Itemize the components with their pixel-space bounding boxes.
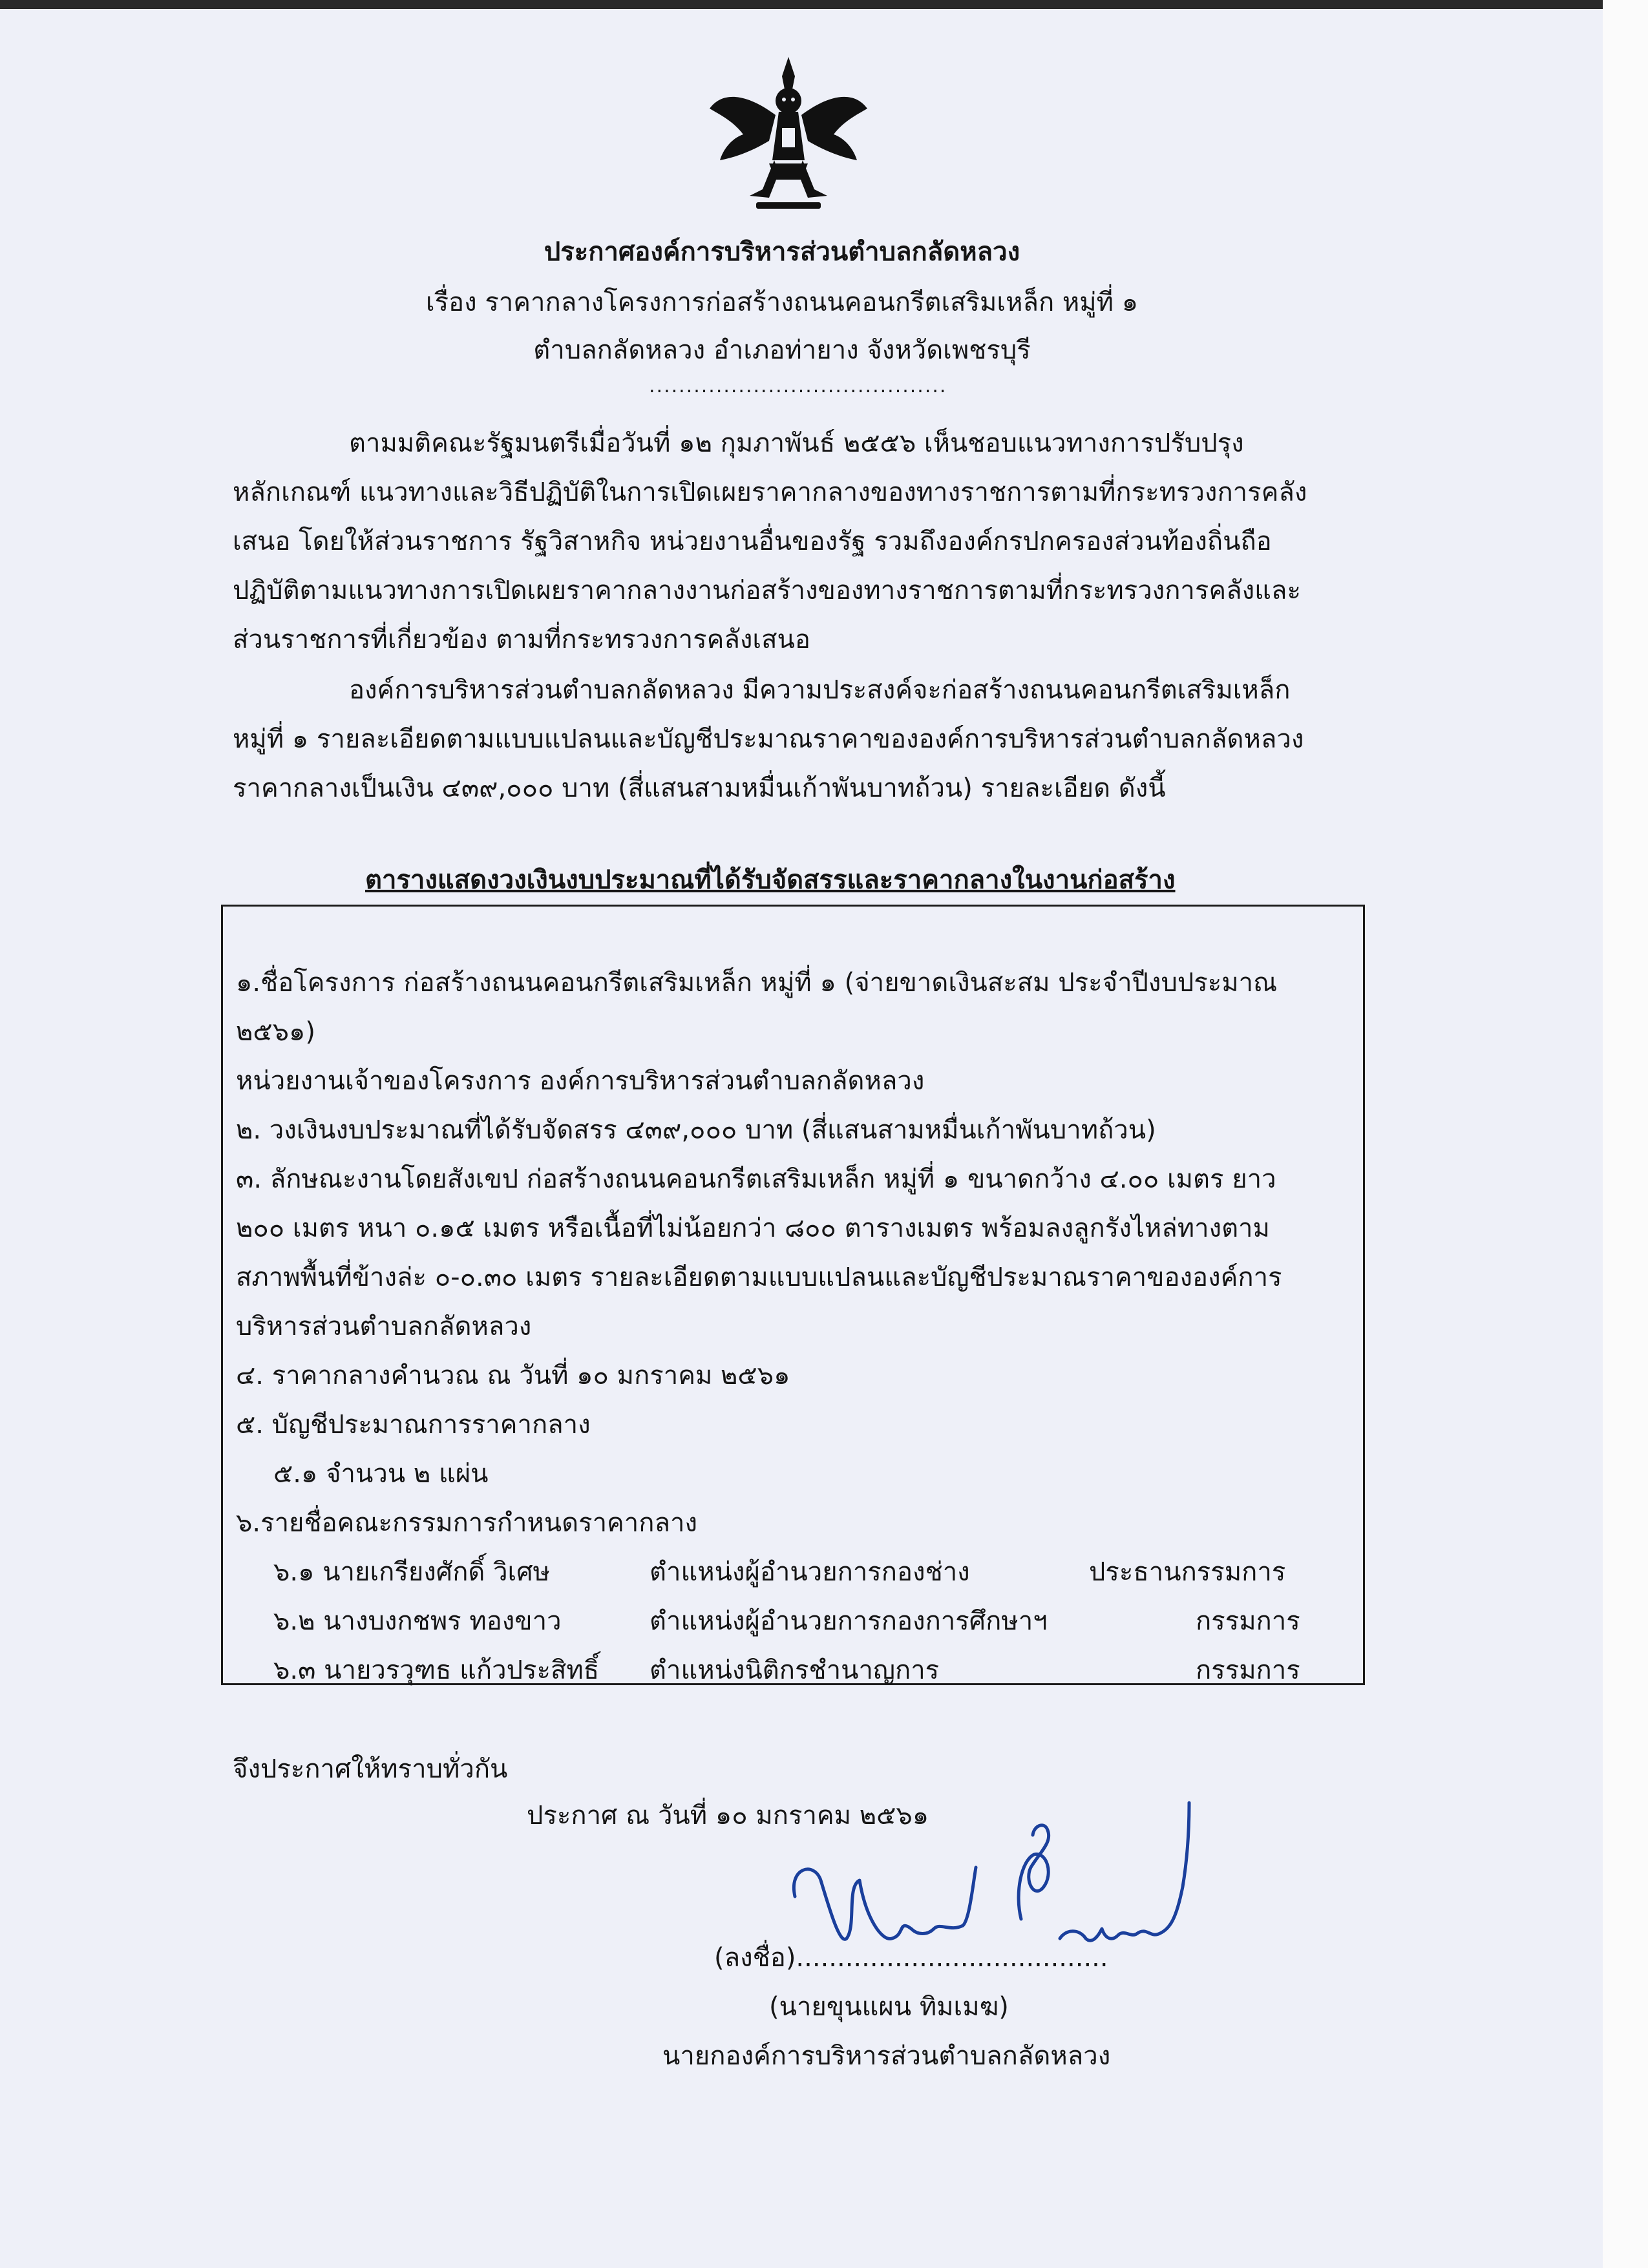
document-title: ประกาศองค์การบริหารส่วนตำบลกลัดหลวง (544, 237, 1020, 267)
committee-name: ๖.๑ นายเกรียงศักดิ์ วิเศษ (273, 1557, 550, 1587)
paragraph-1-line: ส่วนราชการที่เกี่ยวข้อง ตามที่กระทรวงการคลังเสนอ (233, 625, 810, 655)
garuda-emblem-icon (698, 50, 879, 225)
scan-edge-top (0, 0, 1648, 9)
committee-position: ตำแหน่งผู้อำนวยการกองช่าง (650, 1557, 970, 1587)
table-line: ๒๐๐ เมตร หนา ๐.๑๕ เมตร หรือเนื้อที่ไม่น้อยกว่า ๘๐๐ ตารางเมตร พร้อมลงลูกรังไหล่ทางตาม (236, 1213, 1270, 1243)
announce-text: จึงประกาศให้ทราบทั่วกัน (233, 1754, 508, 1784)
table-title: ตารางแสดงวงเงินงบประมาณที่ได้รับจัดสรรและราคากลางในงานก่อสร้าง (365, 865, 1176, 895)
paragraph-2-line: องค์การบริหารส่วนตำบลกลัดหลวง มีความประสงค์จะก่อสร้างถนนคอนกรีตเสริมเหล็ก (349, 675, 1291, 705)
committee-name: ๖.๒ นางบงกชพร ทองขาว (273, 1606, 562, 1636)
budget-table (221, 905, 1365, 1685)
signer-name: (นายขุนแผน ทิมเมฆ) (769, 1992, 1009, 2022)
committee-name: ๖.๓ นายวรวุฑธ แก้วประสิทธิ์ (273, 1655, 600, 1685)
table-line: หน่วยงานเจ้าของโครงการ องค์การบริหารส่วนตำบลกลัดหลวง (236, 1066, 925, 1096)
paragraph-1-line: ปฏิบัติตามแนวทางการเปิดเผยราคากลางงานก่อสร้างของทางราชการตามที่กระทรวงการคลังและ (233, 576, 1301, 605)
table-line: ๒๕๖๑) (236, 1017, 316, 1047)
scan-edge-right (1603, 0, 1648, 2268)
table-line: ๕.๑ จำนวน ๒ แผ่น (273, 1459, 489, 1489)
paragraph-1-line: เสนอ โดยให้ส่วนราชการ รัฐวิสาหกิจ หน่วยงานอื่นของรัฐ รวมถึงองค์กรปกครองส่วนท้องถิ่นถือ (233, 527, 1272, 556)
paragraph-1-line: หลักเกณฑ์ แนวทางและวิธีปฏิบัติในการเปิดเผยราคากลางของทางราชการตามที่กระทรวงการคลัง (233, 478, 1307, 507)
paragraph-1-line: ตามมติคณะรัฐมนตรีเมื่อวันที่ ๑๒ กุมภาพันธ์ ๒๕๕๖ เห็นชอบแนวทางการปรับปรุง (349, 428, 1244, 458)
committee-role: กรรมการ (1196, 1606, 1300, 1636)
subject-line-1: เรื่อง ราคากลางโครงการก่อสร้างถนนคอนกรีตเสริมเหล็ก หมู่ที่ ๑ (425, 288, 1139, 317)
committee-role: กรรมการ (1196, 1655, 1300, 1685)
subject-line-2: ตำบลกลัดหลวง อำเภอท่ายาง จังหวัดเพชรบุรี (533, 335, 1031, 365)
table-line: ๓. ลักษณะงานโดยสังเขป ก่อสร้างถนนคอนกรีตเสริมเหล็ก หมู่ที่ ๑ ขนาดกว้าง ๔.๐๐ เมตร ยาว (236, 1164, 1276, 1194)
table-line: ๕. บัญชีประมาณการราคากลาง (236, 1410, 591, 1440)
signature-line: (ลงชื่อ)...................................... (714, 1943, 1108, 1973)
table-line: ๒. วงเงินงบประมาณที่ได้รับจัดสรร ๔๓๙,๐๐๐ บาท (สี่แสนสามหมื่นเก้าพันบาทถ้วน) (236, 1115, 1156, 1145)
table-line: ๖.รายชื่อคณะกรรมการกำหนดราคากลาง (236, 1508, 697, 1538)
announce-date: ประกาศ ณ วันที่ ๑๐ มกราคม ๒๕๖๑ (527, 1801, 929, 1831)
paragraph-2-line: ราคากลางเป็นเงิน ๔๓๙,๐๐๐ บาท (สี่แสนสามหมื่นเก้าพันบาทถ้วน) รายละเอียด ดังนี้ (233, 773, 1166, 803)
table-line: ๑.ชื่อโครงการ ก่อสร้างถนนคอนกรีตเสริมเหล็ก หมู่ที่ ๑ (จ่ายขาดเงินสะสม ประจำปีงบประมาณ (236, 968, 1278, 998)
committee-position: ตำแหน่งนิติกรชำนาญการ (650, 1655, 940, 1685)
table-line: ๔. ราคากลางคำนวณ ณ วันที่ ๑๐ มกราคม ๒๕๖๑ (236, 1361, 790, 1391)
signer-title: นายกองค์การบริหารส่วนตำบลกลัดหลวง (662, 2041, 1111, 2071)
paragraph-2-line: หมู่ที่ ๑ รายละเอียดตามแบบแปลนและบัญชีประมาณราคาขององค์การบริหารส่วนตำบลกลัดหลวง (233, 724, 1304, 754)
table-line: สภาพพื้นที่ข้างล่ะ ๐-๐.๓๐ เมตร รายละเอียดตามแบบแปลนและบัญชีประมาณราคาขององค์การ (236, 1263, 1282, 1292)
committee-position: ตำแหน่งผู้อำนวยการกองการศึกษาฯ (650, 1606, 1048, 1636)
separator-dots: ........................................ (649, 375, 947, 397)
committee-role: ประธานกรรมการ (1089, 1557, 1286, 1587)
table-line: บริหารส่วนตำบลกลัดหลวง (236, 1312, 532, 1341)
